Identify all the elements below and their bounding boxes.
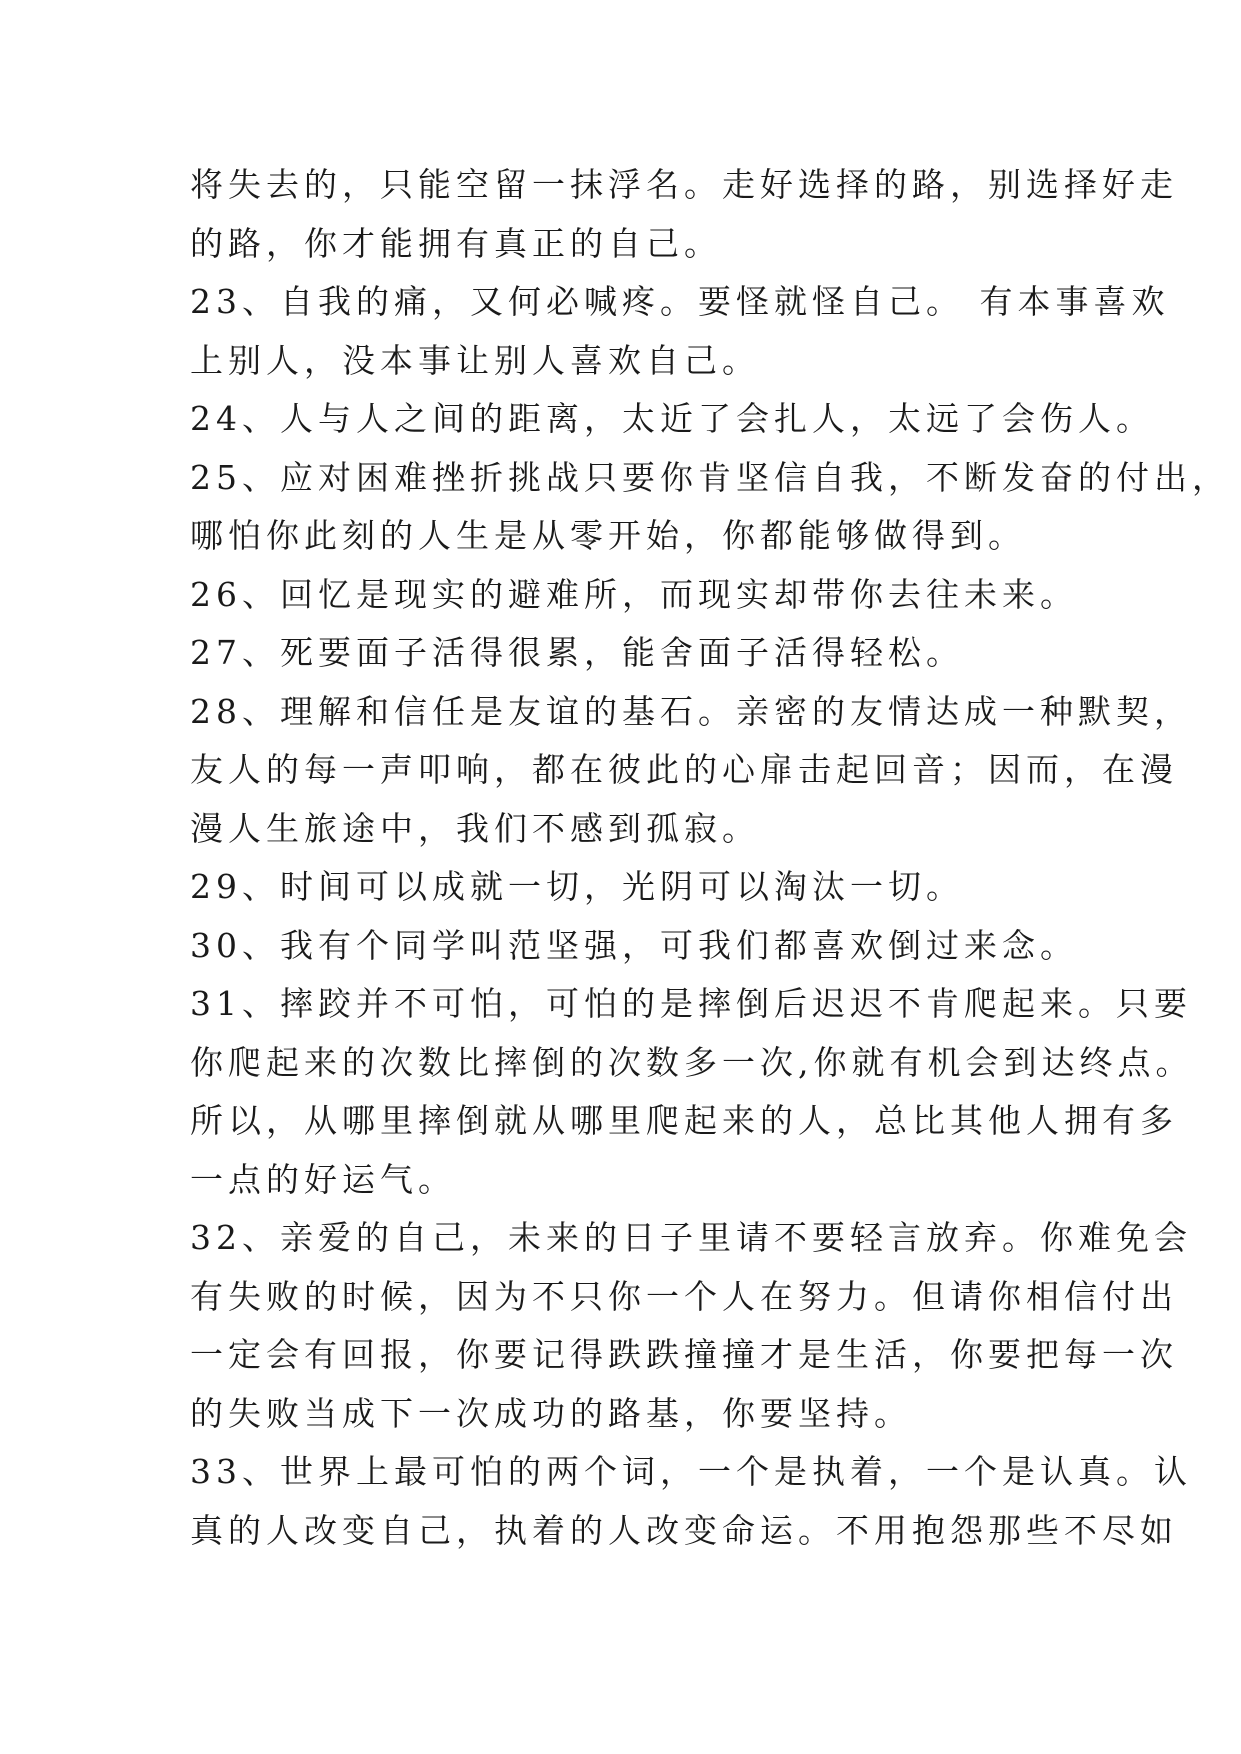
text-line: 真的人改变自己，执着的人改变命运。不用抱怨那些不尽如	[190, 1510, 1178, 1550]
text-line: 30、我有个同学叫范坚强，可我们都喜欢倒过来念。	[190, 925, 1078, 965]
text-line: 33、世界上最可怕的两个词，一个是执着，一个是认真。认	[190, 1452, 1192, 1491]
text-line: 25、应对困难挫折挑战只要你肯坚信自我，不断发奋的付出，	[190, 457, 1230, 497]
text-line: 上别人，没本事让别人喜欢自己。	[190, 340, 760, 380]
text-line: 你爬起来的次数比摔倒的次数多一次,你就有机会到达终点。	[190, 1042, 1194, 1082]
text-line: 哪怕你此刻的人生是从零开始，你都能够做得到。	[190, 516, 1026, 555]
text-line: 一点的好运气。	[190, 1159, 456, 1199]
text-line: 所以，从哪里摔倒就从哪里爬起来的人，总比其他人拥有多	[190, 1101, 1178, 1140]
text-line: 一定会有回报，你要记得跌跌撞撞才是生活，你要把每一次	[190, 1335, 1178, 1374]
text-line: 23、自我的痛，又何必喊疼。要怪就怪自己。 有本事喜欢	[190, 282, 1170, 321]
text-line: 有失败的时候，因为不只你一个人在努力。但请你相信付出	[190, 1276, 1178, 1316]
text-line: 将失去的，只能空留一抹浮名。走好选择的路，别选择好走	[190, 165, 1178, 204]
text-line: 漫人生旅途中，我们不感到孤寂。	[190, 808, 760, 848]
text-line: 26、回忆是现实的避难所，而现实却带你去往未来。	[190, 574, 1078, 614]
document-body	[190, 156, 1230, 1560]
text-line: 32、亲爱的自己，未来的日子里请不要轻言放弃。你难免会	[190, 1218, 1192, 1257]
text-line: 的失败当成下一次成功的路基，你要坚持。	[190, 1393, 912, 1433]
text-line: 的路，你才能拥有真正的自己。	[190, 223, 722, 263]
text-line: 友人的每一声叩响，都在彼此的心扉击起回音；因而，在漫	[190, 750, 1178, 789]
text-line: 28、理解和信任是友谊的基石。亲密的友情达成一种默契，	[190, 691, 1192, 731]
text-line: 27、死要面子活得很累，能舍面子活得轻松。	[190, 633, 964, 672]
text-line: 24、人与人之间的距离，太近了会扎人，太远了会伤人。	[190, 399, 1154, 438]
text-line: 31、摔跤并不可怕，可怕的是摔倒后迟迟不肯爬起来。只要	[190, 984, 1192, 1023]
text-line: 29、时间可以成就一切，光阴可以淘汰一切。	[190, 867, 964, 906]
